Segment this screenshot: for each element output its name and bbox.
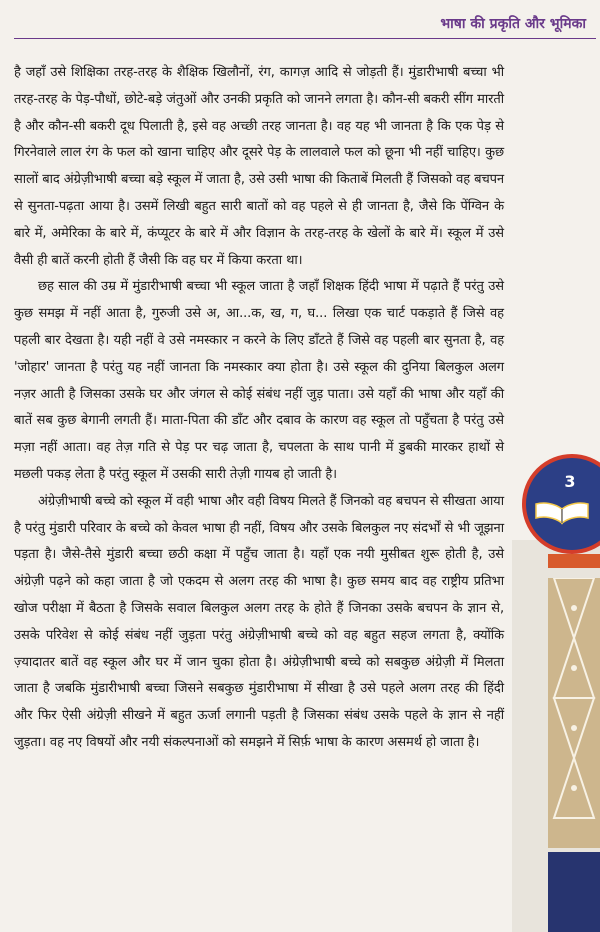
paragraph-2: छह साल की उम्र में मुंडारीभाषी बच्चा भी स्कूल जाता है जहाँ शिक्षक हिंदी भाषा में पढ़ाते हैं परंतु उसे कुछ समझ में नहीं आता है, गुरुजी उसे अ, आ...क, ख, ग, घ... लिखा एक चार्ट पकड़ाते हैं जिसे वह पहली बार देखता है। यही नहीं वे उसे नमस्कार न करने के लिए डाँटते हैं जिसे वह पहली बार सुनता है, वह 'जोहार' जानता है परंतु यह नहीं जानता कि नमस्कार क्या होता है। उसे स्कूल की दुनिया बिलकुल अलग नज़र आती है जिसका उसके घर और जंगल से कोई संबंध नहीं जुड़ पाता। उसे यहाँ की भाषा और यहाँ की बातें सब कुछ बेगानी लगती हैं। माता-पिता की डाँट और दबाव के कारण वह स्कूल तो पहुँचता है परंतु उसे मज़ा नहीं आता। वह तेज़ गति से पेड़ पर चढ़ जाता है, चपलता के साथ पानी में डुबकी मारकर हाथों से मछली पकड़ लेता है परंतु स्कूल में उसकी सारी तेज़ी गायब हो जाती है। bbox=[14, 279, 504, 482]
decorative-red-bar bbox=[548, 554, 600, 568]
paragraph-3: अंग्रेज़ीभाषी बच्चे को स्कूल में वही भाषा और वही विषय मिलते हैं जिनको वह बचपन से सीखता आया है परंतु मुंडारी परिवार के बच्चे को केवल भाषा ही नहीं, विषय और उसके बिलकुल नए संदर्भों से भी जूझना पड़ता है। जैसे-तैसे मुंडारी बच्चा छठी कक्षा में पहुँच जाता है। यहाँ एक नयी मुसीबत शुरू होती है, उसे अंग्रेज़ी पढ़ने को कहा जाता है जो एकदम से अलग तरह की भाषा है। कुछ समय बाद वह राष्ट्रीय प्रतिभा खोज परीक्षा में बैठता है जिसके सवाल बिलकुल अलग तरह के होते हैं जिनका उसके बचपन के ज्ञान से, उसके परिवेश से कोई संबंध नहीं जुड़ता परंतु अंग्रेज़ीभाषी बच्चे को वह बहुत सहज लगता है, क्योंकि ज़्यादातर बातें वह स्कूल और घर में जान चुका होता है। अंग्रेज़ीभाषी बच्चे को सबकुछ अंग्रेज़ी में मिलता जाता है जबकि मुंडारीभाषी बच्चा जिसने सबकुछ मुंडारीभाषा में सीखा है उसे पहले अलग तरह की हिंदी और फिर ऐसी अंग्रेज़ी सीखने में बहुत ऊर्जा लगानी पड़ती है जिसका संबंध उसके पहले के ज्ञान से नहीं जुड़ता। वह नए विषयों और नयी संकल्पनाओं को समझने में सिर्फ़ भाषा के कारण असमर्थ हो जाता है। bbox=[14, 493, 504, 750]
body-text bbox=[14, 60, 504, 757]
diamond-pattern bbox=[548, 578, 600, 848]
running-header-title: भाषा की प्रकृति और भूमिका bbox=[440, 16, 586, 32]
decorative-navy-bar bbox=[548, 852, 600, 932]
open-book-icon bbox=[532, 497, 592, 527]
paragraph-1: है जहाँ उसे शिक्षिका तरह-तरह के शैक्षिक खिलौनों, रंग, कागज़ आदि से जोड़ती हैं। मुंडारीभाषी बच्चा भी तरह-तरह के पेड़-पौधों, छोटे-बड़े जंतुओं और उनकी प्रकृति को जानने लगता है। कौन-सी बकरी सींग मारती है और कौन-सी बकरी दूध पिलाती है, इसे वह अच्छी तरह जानता है। वह यह भी जानता है कि एक पेड़ से गिरनेवाले लाल रंग के फल को खाना चाहिए और दूसरे पेड़ के लालवाले फल को छूना भी नहीं चाहिए। कुछ सालों बाद अंग्रेज़ीभाषी बच्चा बड़े स्कूल में जाता है, उसे उसी भाषा की किताबें मिलती हैं जिसको वह बचपन से सुनता-पढ़ता आया है। उसमें लिखी बहुत सारी बातों को वह पहले से ही जानता है, जैसे कि पेंग्विन के बारे में, अमेरिका के बारे में, कंप्यूटर के बारे में और विज्ञान के तरह-तरह के खेलों के बारे में। स्कूल में उसे वैसी ही बातें करनी होती हैं जैसी कि वह घर में किया करता था। bbox=[14, 65, 504, 268]
header-rule bbox=[14, 38, 596, 39]
chapter-number: 3 bbox=[564, 472, 576, 491]
